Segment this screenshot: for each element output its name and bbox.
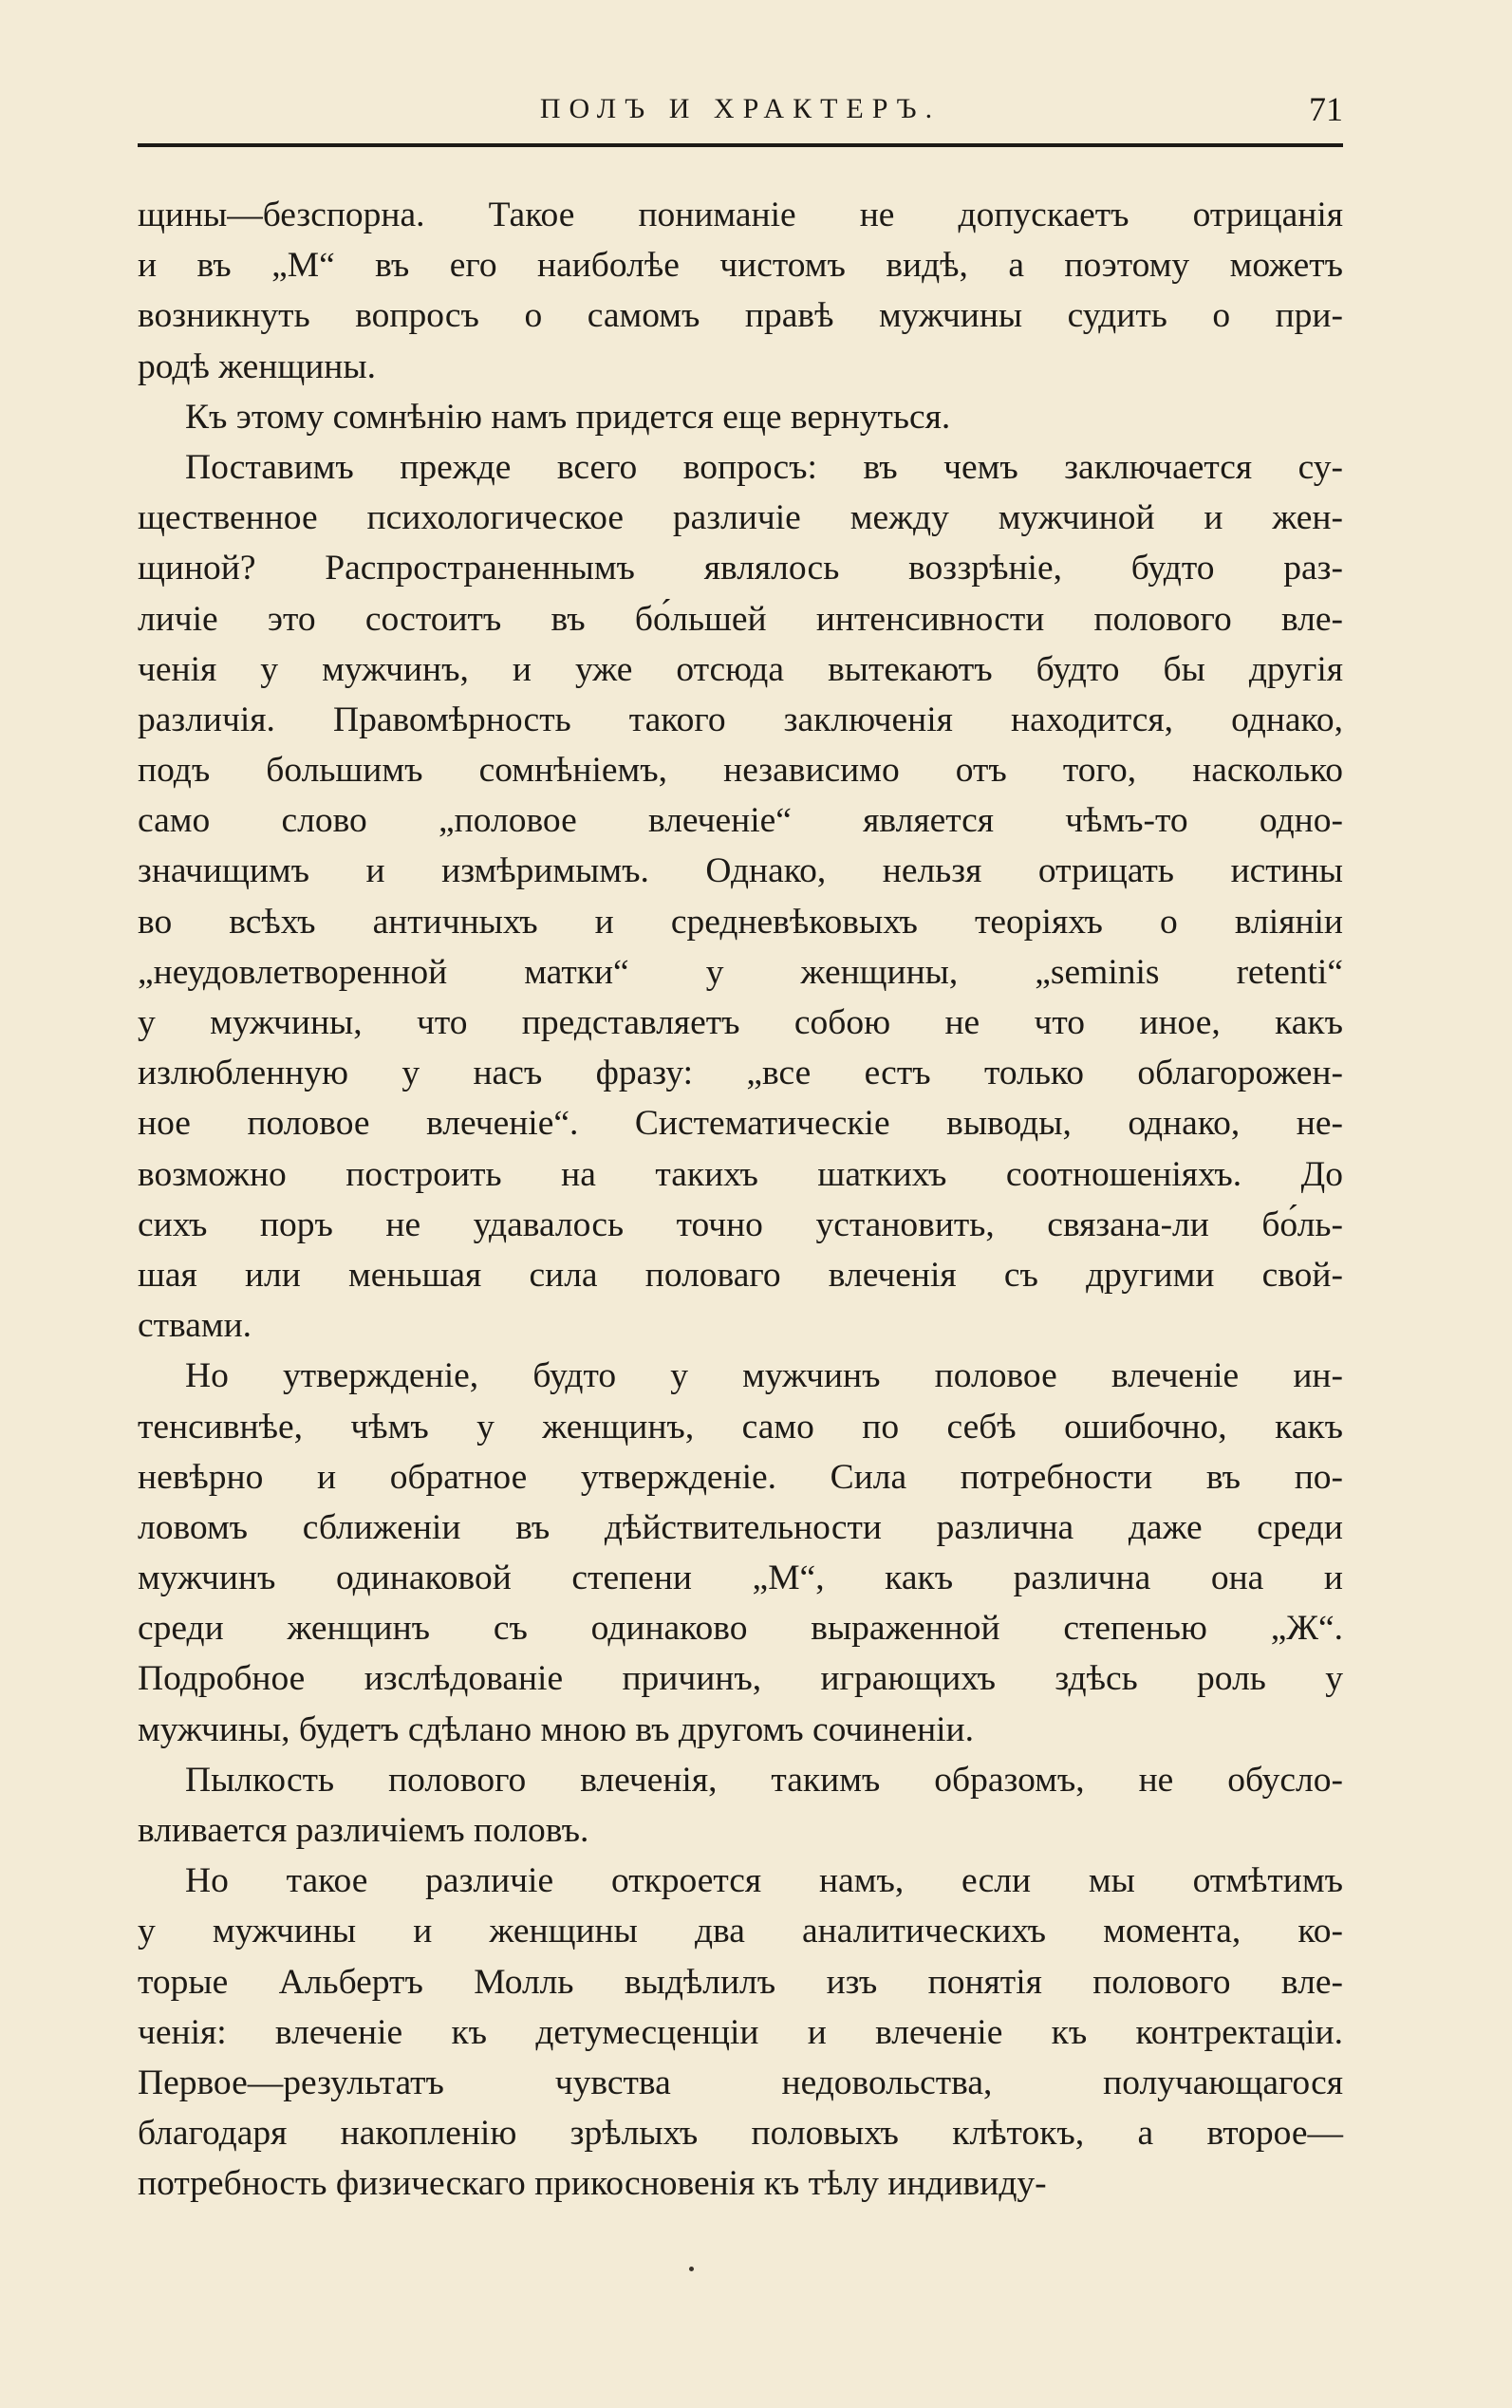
paragraph xyxy=(138,190,1343,392)
text-line: различія. Правомѣрность такого заключенія находится, однако, xyxy=(138,700,1343,739)
text-line: возникнуть вопросъ о самомъ правѣ мужчины судить о при- xyxy=(138,296,1343,336)
text-line: ствами. xyxy=(138,1306,252,1346)
text-line: благодаря накопленію зрѣлыхъ половыхъ клѣтокъ, а второе— xyxy=(138,2114,1343,2154)
paragraph xyxy=(138,392,1343,442)
text-line: ченія: влеченіе къ детумесценціи и влеченіе къ контректаціи. xyxy=(138,2012,1343,2052)
text-line: щиной? Распространеннымъ являлось воззрѣніе, будто раз- xyxy=(138,549,1343,588)
text-line: излюбленную у насъ фразу: „все естъ только облагорожен- xyxy=(138,1054,1343,1093)
text-line: Но такое различіе откроется намъ, если мы отмѣтимъ xyxy=(185,1861,1343,1901)
paragraph xyxy=(138,1351,1343,1755)
text-line: вливается различіемъ половъ. xyxy=(138,1811,589,1850)
print-mark xyxy=(689,2267,694,2271)
text-line: Поставимъ прежде всего вопросъ: въ чемъ заключается су- xyxy=(185,447,1343,487)
text-line: и въ „М“ въ его наиболѣе чистомъ видѣ, а поэтому можетъ xyxy=(138,246,1343,286)
running-title: ПОЛЪ И ХРАКТЕРЪ. xyxy=(539,93,942,124)
text-line: у мужчины, что представляетъ собою не что иное, какъ xyxy=(138,1003,1343,1042)
body-text xyxy=(138,190,1343,2210)
text-line: мужчинъ одинаковой степени „М“, какъ различна она и xyxy=(138,1559,1343,1598)
text-line: Къ этому сомнѣнію намъ придется еще вернуться. xyxy=(185,397,951,437)
text-line: среди женщинъ съ одинаково выраженной степенью „Ж“. xyxy=(138,1609,1343,1649)
text-line: значищимъ и измѣримымъ. Однако, нельзя отрицать истины xyxy=(138,851,1343,891)
text-line: личіе это состоитъ въ бо́льшей интенсивности полового вле- xyxy=(138,599,1343,639)
paragraph xyxy=(138,1856,1343,2209)
page-header xyxy=(138,90,1343,140)
text-line: сихъ поръ не удавалось точно установить, связана-ли бо́ль- xyxy=(138,1204,1343,1244)
text-line: невѣрно и обратное утвержденіе. Сила потребности въ по- xyxy=(138,1457,1343,1497)
paragraph xyxy=(138,442,1343,1351)
text-line: во всѣхъ античныхъ и средневѣковыхъ теоріяхъ о вліяніи xyxy=(138,902,1343,942)
text-line: тенсивнѣе, чѣмъ у женщинъ, само по себѣ ошибочно, какъ xyxy=(138,1407,1343,1447)
text-line: торые Альбертъ Молль выдѣлилъ изъ понятія полового вле- xyxy=(138,1962,1343,2002)
text-line: у мужчины и женщины два аналитическихъ момента, ко- xyxy=(138,1912,1343,1951)
text-line: само слово „половое влеченіе“ является чѣмъ-то одно- xyxy=(138,801,1343,841)
text-line: щественное психологическое различіе между мужчиной и жен- xyxy=(138,498,1343,538)
text-line: мужчины, будетъ сдѣлано мною въ другомъ сочиненіи. xyxy=(138,1709,974,1749)
text-line: родѣ женщины. xyxy=(138,346,376,386)
text-line: Первое—результатъ чувства недовольства, получающагося xyxy=(138,2063,1343,2102)
text-line: ное половое влеченіе“. Систематическіе выводы, однако, не- xyxy=(138,1104,1343,1144)
text-line: потребность физическаго прикосновенія къ тѣлу индивиду- xyxy=(138,2164,1047,2204)
text-line: шая или меньшая сила половаго влеченія съ другими свой- xyxy=(138,1255,1343,1295)
page-number: 71 xyxy=(1309,90,1343,128)
text-line: ченія у мужчинъ, и уже отсюда вытекаютъ будто бы другія xyxy=(138,649,1343,689)
text-line: „неудовлетворенной матки“ у женщины, „seminis retenti“ xyxy=(138,952,1343,992)
text-line: Пылкость полового влеченія, такимъ образомъ, не обусло- xyxy=(185,1760,1343,1800)
text-line: ловомъ сближеніи въ дѣйствительности различна даже среди xyxy=(138,1507,1343,1547)
text-line: возможно построить на такихъ шаткихъ соотношеніяхъ. До xyxy=(138,1154,1343,1194)
paragraph xyxy=(138,1755,1343,1856)
text-line: щины—безспорна. Такое пониманіе не допускаетъ отрицанія xyxy=(138,196,1343,234)
text-line: Подробное изслѣдованіе причинъ, играющихъ здѣсь роль у xyxy=(138,1659,1343,1699)
header-rule xyxy=(138,143,1343,147)
text-line: подъ большимъ сомнѣніемъ, независимо отъ того, насколько xyxy=(138,751,1343,791)
text-line: Но утвержденіе, будто у мужчинъ половое влеченіе ин- xyxy=(185,1356,1343,1396)
